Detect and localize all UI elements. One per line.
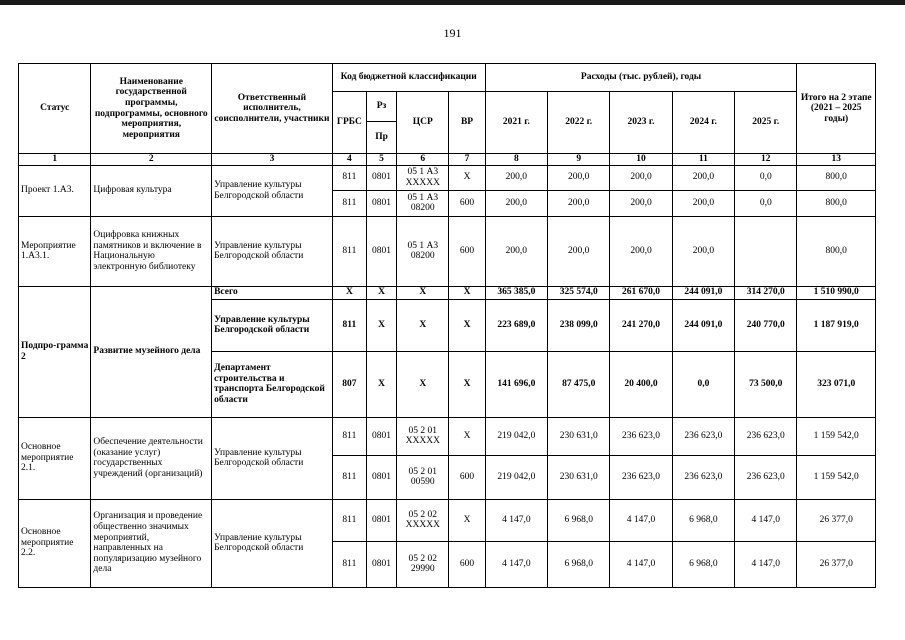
status-cell: Проект 1.А3. [19, 165, 91, 216]
column-number: 3 [212, 154, 333, 166]
header-grbs: ГРБС [332, 92, 366, 154]
value-2023-cell: 200,0 [610, 165, 672, 190]
vr-cell: 600 [449, 541, 485, 587]
rzpr-cell: Х [366, 299, 396, 351]
column-number: 6 [397, 154, 449, 166]
value-2023-cell: 241 270,0 [610, 299, 672, 351]
rzpr-cell: Х [366, 351, 396, 417]
total-cell: 800,0 [797, 216, 876, 286]
header-total: Итого на 2 этапе (2021 – 2025 годы) [797, 64, 876, 154]
status-cell: Основное мероприятие 2.1. [19, 417, 91, 499]
total-cell: 800,0 [797, 165, 876, 190]
grbs-cell: 807 [332, 351, 366, 417]
value-2024-cell: 200,0 [672, 216, 734, 286]
value-2021-cell: 4 147,0 [485, 541, 547, 587]
rzpr-cell: 0801 [366, 541, 396, 587]
column-number: 13 [797, 154, 876, 166]
column-number: 10 [610, 154, 672, 166]
csr-cell: 05 1 А3 08200 [397, 190, 449, 216]
total-cell: 800,0 [797, 190, 876, 216]
column-number: 7 [449, 154, 485, 166]
rzpr-cell: 0801 [366, 190, 396, 216]
rzpr-cell: 0801 [366, 216, 396, 286]
total-cell: 26 377,0 [797, 499, 876, 541]
header-executor: Ответственный исполнитель, соисполнители, участники [212, 64, 333, 154]
value-2024-cell: 244 091,0 [672, 299, 734, 351]
value-2022-cell: 325 574,0 [548, 286, 610, 299]
name-cell: Оцифровка книжных памятников и включение в Национальную электронную библиотеку [91, 216, 212, 286]
name-cell: Цифровая культура [91, 165, 212, 216]
rzpr-cell: 0801 [366, 417, 396, 455]
value-2023-cell: 236 623,0 [610, 417, 672, 455]
value-2023-cell: 4 147,0 [610, 541, 672, 587]
vr-cell: 600 [449, 216, 485, 286]
column-number: 5 [366, 154, 396, 166]
value-2024-cell: 0,0 [672, 351, 734, 417]
rzpr-cell: 0801 [366, 455, 396, 499]
table-row [19, 216, 876, 286]
value-2022-cell: 200,0 [548, 165, 610, 190]
header-year-2021: 2021 г. [485, 92, 547, 154]
executor-cell: Департамент строительства и транспорта Белгородской области [212, 351, 333, 417]
value-2023-cell: 200,0 [610, 190, 672, 216]
value-2021-cell: 4 147,0 [485, 499, 547, 541]
value-2024-cell: 6 968,0 [672, 499, 734, 541]
total-cell: 1 187 919,0 [797, 299, 876, 351]
value-2022-cell: 200,0 [548, 190, 610, 216]
total-cell: 1 159 542,0 [797, 417, 876, 455]
header-status: Статус [19, 64, 91, 154]
value-2021-cell: 365 385,0 [485, 286, 547, 299]
value-2022-cell: 200,0 [548, 216, 610, 286]
rzpr-cell: 0801 [366, 165, 396, 190]
value-2021-cell: 200,0 [485, 216, 547, 286]
page-number: 191 [443, 26, 462, 40]
total-cell: 1 510 990,0 [797, 286, 876, 299]
csr-cell: 05 2 02 29990 [397, 541, 449, 587]
column-number: 1 [19, 154, 91, 166]
column-number: 12 [735, 154, 797, 166]
header-row [19, 64, 876, 92]
grbs-cell: 811 [332, 541, 366, 587]
value-2024-cell: 200,0 [672, 165, 734, 190]
grbs-cell: Х [332, 286, 366, 299]
rzpr-cell: Х [366, 286, 396, 299]
value-2022-cell: 6 968,0 [548, 499, 610, 541]
budget-table [18, 63, 876, 588]
grbs-cell: 811 [332, 190, 366, 216]
vr-cell: 600 [449, 455, 485, 499]
total-cell: 323 071,0 [797, 351, 876, 417]
csr-cell: 05 1 А3 ХХХХХ [397, 165, 449, 190]
status-cell: Мероприятие 1.А3.1. [19, 216, 91, 286]
value-2023-cell: 236 623,0 [610, 455, 672, 499]
vr-cell: Х [449, 299, 485, 351]
vr-cell: 600 [449, 190, 485, 216]
name-cell: Организация и проведение общественно значимых мероприятий, направленных на популяризацию музейного дела [91, 499, 212, 587]
header-year-2023: 2023 г. [610, 92, 672, 154]
column-number: 9 [548, 154, 610, 166]
csr-cell: 05 2 01 00590 [397, 455, 449, 499]
value-2023-cell: 200,0 [610, 216, 672, 286]
table-row [19, 417, 876, 455]
vr-cell: Х [449, 417, 485, 455]
value-2022-cell: 6 968,0 [548, 541, 610, 587]
header-vr: ВР [449, 92, 485, 154]
value-2025-cell: 0,0 [735, 165, 797, 190]
header-year-2024: 2024 г. [672, 92, 734, 154]
value-2023-cell: 20 400,0 [610, 351, 672, 417]
value-2024-cell: 236 623,0 [672, 417, 734, 455]
grbs-cell: 811 [332, 216, 366, 286]
value-2025-cell: 73 500,0 [735, 351, 797, 417]
header-csr: ЦСР [397, 92, 449, 154]
value-2025-cell [735, 216, 797, 286]
csr-cell: Х [397, 351, 449, 417]
value-2025-cell: 4 147,0 [735, 541, 797, 587]
grbs-cell: 811 [332, 299, 366, 351]
value-2022-cell: 238 099,0 [548, 299, 610, 351]
value-2022-cell: 87 475,0 [548, 351, 610, 417]
csr-cell: Х [397, 286, 449, 299]
name-cell: Развитие музейного дела [91, 286, 212, 417]
vr-cell: Х [449, 286, 485, 299]
rzpr-cell: 0801 [366, 499, 396, 541]
vr-cell: Х [449, 351, 485, 417]
value-2024-cell: 244 091,0 [672, 286, 734, 299]
column-number-row [19, 154, 876, 166]
table-row [19, 165, 876, 190]
value-2025-cell: 314 270,0 [735, 286, 797, 299]
name-cell: Обеспечение деятельности (оказание услуг) государственных учреждений (организаций) [91, 417, 212, 499]
value-2025-cell: 4 147,0 [735, 499, 797, 541]
column-number: 2 [91, 154, 212, 166]
header-rz: Рз [366, 92, 396, 122]
grbs-cell: 811 [332, 165, 366, 190]
grbs-cell: 811 [332, 455, 366, 499]
executor-cell: Управление культуры Белгородской области [212, 165, 333, 216]
column-number: 11 [672, 154, 734, 166]
vr-cell: Х [449, 165, 485, 190]
total-cell: 1 159 542,0 [797, 455, 876, 499]
executor-cell: Всего [212, 286, 333, 299]
value-2024-cell: 200,0 [672, 190, 734, 216]
status-cell: Основное мероприятие 2.2. [19, 499, 91, 587]
header-expenses: Расходы (тыс. рублей), годы [485, 64, 797, 92]
value-2025-cell: 240 770,0 [735, 299, 797, 351]
value-2024-cell: 6 968,0 [672, 541, 734, 587]
column-number: 4 [332, 154, 366, 166]
value-2021-cell: 219 042,0 [485, 455, 547, 499]
value-2023-cell: 261 670,0 [610, 286, 672, 299]
value-2025-cell: 236 623,0 [735, 417, 797, 455]
header-pr: Пр [366, 122, 396, 154]
csr-cell: Х [397, 299, 449, 351]
value-2021-cell: 219 042,0 [485, 417, 547, 455]
csr-cell: 05 2 02 ХХХХХ [397, 499, 449, 541]
value-2021-cell: 223 689,0 [485, 299, 547, 351]
executor-cell: Управление культуры Белгородской области [212, 499, 333, 587]
table-row [19, 499, 876, 541]
csr-cell: 05 1 А3 08200 [397, 216, 449, 286]
status-cell: Подпро-грамма 2 [19, 286, 91, 417]
column-number: 8 [485, 154, 547, 166]
executor-cell: Управление культуры Белгородской области [212, 417, 333, 499]
grbs-cell: 811 [332, 499, 366, 541]
value-2023-cell: 4 147,0 [610, 499, 672, 541]
header-budget-code: Код бюджетной классификации [332, 64, 485, 92]
value-2021-cell: 141 696,0 [485, 351, 547, 417]
value-2022-cell: 230 631,0 [548, 417, 610, 455]
vr-cell: Х [449, 499, 485, 541]
top-border [0, 0, 905, 5]
executor-cell: Управление культуры Белгородской области [212, 299, 333, 351]
value-2025-cell: 0,0 [735, 190, 797, 216]
executor-cell: Управление культуры Белгородской области [212, 216, 333, 286]
value-2025-cell: 236 623,0 [735, 455, 797, 499]
value-2024-cell: 236 623,0 [672, 455, 734, 499]
header-year-2022: 2022 г. [548, 92, 610, 154]
total-cell: 26 377,0 [797, 541, 876, 587]
value-2021-cell: 200,0 [485, 165, 547, 190]
grbs-cell: 811 [332, 417, 366, 455]
csr-cell: 05 2 01 ХХХХХ [397, 417, 449, 455]
table-row [19, 286, 876, 299]
header-name: Наименование государственной программы, подпрограммы, основного мероприятия, мероприятия [91, 64, 212, 154]
value-2022-cell: 230 631,0 [548, 455, 610, 499]
header-year-2025: 2025 г. [735, 92, 797, 154]
value-2021-cell: 200,0 [485, 190, 547, 216]
